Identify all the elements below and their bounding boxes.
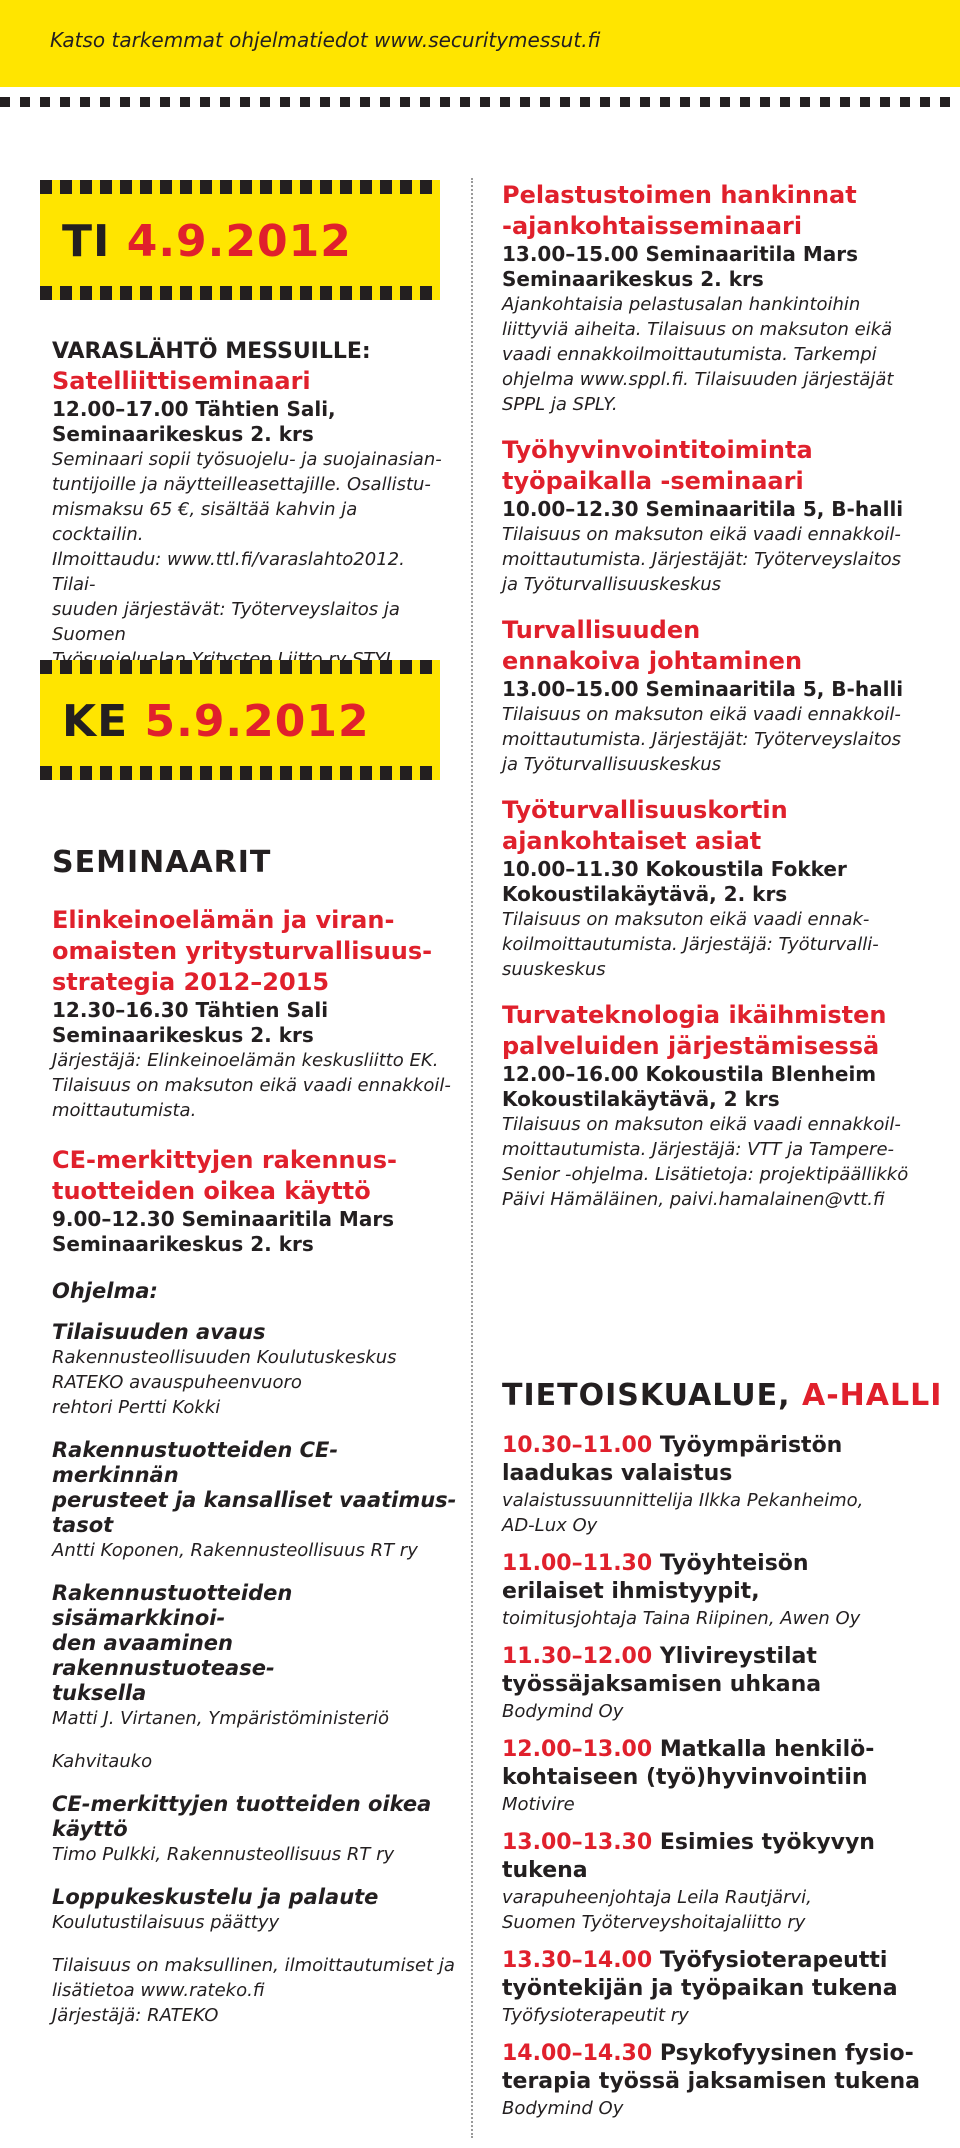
tieto-item-time: 13.00–13.30 bbox=[502, 1830, 653, 1855]
ohjelma-item-title: Rakennustuotteiden sisämarkkinoi- bbox=[52, 1581, 293, 1630]
tieto-item-sub: AD-Lux Oy bbox=[502, 1515, 598, 1536]
date-banner-ti bbox=[40, 180, 440, 300]
tieto-item-sub: valaistussuunnittelija Ilkka Pekanheimo, bbox=[502, 1490, 864, 1511]
event-time: 12.00–16.00 Kokoustila Blenheim bbox=[502, 1062, 877, 1086]
event-desc: moittautumista. Järjestäjät: Työterveyslaitos bbox=[502, 549, 902, 570]
tieto-item-title: erilaiset ihmistyypit, bbox=[502, 1579, 760, 1604]
ohjelma-item-sub: Koulutustilaisuus päättyy bbox=[52, 1912, 280, 1933]
seminaarit-heading: SEMINAARIT bbox=[52, 845, 272, 880]
tieto-item-sub: Bodymind Oy bbox=[502, 1701, 624, 1722]
ohjelma-item-title: Loppukeskustelu ja palaute bbox=[52, 1885, 379, 1909]
tieto-item-title: laadukas valaistus bbox=[502, 1461, 733, 1486]
tieto-item-title: työssäjaksamisen uhkana bbox=[502, 1672, 822, 1697]
ohjelma-item-sub: Kahvitauko bbox=[52, 1751, 153, 1772]
tieto-item-line1 bbox=[502, 1432, 922, 1460]
varaslahto-section bbox=[52, 338, 452, 672]
tieto-item bbox=[502, 1736, 922, 1817]
tieto-item-sub: Työfysioterapeutit ry bbox=[502, 2005, 689, 2026]
event-desc: ohjelma www.sppl.fi. Tilaisuuden järjestäjät bbox=[502, 369, 894, 390]
event-desc: Ajankohtaisia pelastusalan hankintoihin bbox=[502, 294, 861, 315]
event-block bbox=[502, 180, 922, 417]
ohjelma-item-title: Rakennustuotteiden CE-merkinnän bbox=[52, 1438, 339, 1487]
event-place: Kokoustilakäytävä, 2 krs bbox=[502, 1087, 780, 1111]
tieto-item bbox=[502, 1643, 922, 1724]
event-desc: ja Työturvallisuuskeskus bbox=[502, 754, 722, 775]
event-title: strategia 2012–2015 bbox=[52, 968, 330, 996]
tieto-item-time: 14.00–14.30 bbox=[502, 2041, 653, 2066]
top-banner-text: Katso tarkemmat ohjelmatiedot www.securitymessut.fi bbox=[50, 28, 601, 52]
event-desc: Tilaisuus on maksuton eikä vaadi ennakkoil- bbox=[502, 524, 901, 545]
event-time: 9.00–12.30 Seminaaritila Mars bbox=[52, 1207, 395, 1231]
date-label: 4.9.2012 bbox=[126, 216, 352, 267]
ohjelma-item-title: käyttö bbox=[52, 1817, 128, 1841]
column-divider bbox=[471, 178, 473, 2138]
event-desc: Järjestäjä: Elinkeinoelämän keskusliitto EK. bbox=[52, 1050, 439, 1071]
date-banner-ke bbox=[40, 660, 440, 780]
event-desc: liittyviä aiheita. Tilaisuus on maksuton eikä bbox=[502, 319, 893, 340]
ohjelma-item bbox=[52, 1438, 462, 1563]
ohjelma-item-title: tasot bbox=[52, 1513, 114, 1537]
event-title: Työhyvinvointitoiminta bbox=[502, 436, 813, 464]
ohjelma-item-title: den avaaminen rakennustuotease- bbox=[52, 1631, 275, 1680]
day-label: TI bbox=[62, 216, 111, 267]
tieto-item-time: 12.00–13.00 bbox=[502, 1737, 653, 1762]
tieto-item bbox=[502, 1550, 922, 1631]
varaslahto-kicker: VARASLÄHTÖ MESSUILLE: bbox=[52, 339, 371, 364]
ohjelma-label: Ohjelma: bbox=[52, 1279, 158, 1303]
varaslahto-time: 12.00–17.00 Tähtien Sali, bbox=[52, 397, 336, 421]
tieto-item-time: 11.00–11.30 bbox=[502, 1551, 653, 1576]
tieto-item-title: kohtaiseen (työ)hyvinvointiin bbox=[502, 1765, 868, 1790]
right-events bbox=[502, 180, 922, 1230]
tieto-item-line1 bbox=[502, 1829, 922, 1857]
tieto-item-line1 bbox=[502, 2040, 922, 2068]
event-desc: Tilaisuus on maksuton eikä vaadi ennakkoil- bbox=[52, 1075, 451, 1096]
event-title: Pelastustoimen hankinnat bbox=[502, 181, 857, 209]
event-desc: suuskeskus bbox=[502, 959, 606, 980]
ohjelma-item-sub: Antti Koponen, Rakennusteollisuus RT ry bbox=[52, 1540, 418, 1561]
event-time: 10.00–12.30 Seminaaritila 5, B-halli bbox=[502, 497, 904, 521]
tieto-item-sub: Motivire bbox=[502, 1794, 575, 1815]
tieto-item-line1 bbox=[502, 1643, 922, 1671]
tieto-item bbox=[502, 1829, 922, 1935]
event-desc: ja Työturvallisuuskeskus bbox=[502, 574, 722, 595]
event-desc: Tilaisuus on maksuton eikä vaadi ennakkoil- bbox=[502, 704, 901, 725]
event-title: ajankohtaiset asiat bbox=[502, 827, 762, 855]
ohjelma-item bbox=[52, 1581, 462, 1731]
event-time: 10.00–11.30 Kokoustila Fokker bbox=[502, 857, 847, 881]
day-label: KE bbox=[62, 696, 129, 747]
tieto-item bbox=[502, 1947, 922, 2028]
tieto-item-title: Matkalla henkilö- bbox=[659, 1737, 875, 1762]
left-events bbox=[52, 905, 462, 2028]
varaslahto-desc bbox=[52, 447, 452, 672]
tieto-item bbox=[502, 1432, 922, 1538]
tieto-item-title: Työyhteisön bbox=[659, 1551, 809, 1576]
tieto-item-sub: toimitusjohtaja Taina Riipinen, Awen Oy bbox=[502, 1608, 861, 1629]
event-desc: Tilaisuus on maksuton eikä vaadi ennak- bbox=[502, 909, 870, 930]
tieto-item-time: 11.30–12.00 bbox=[502, 1644, 653, 1669]
desc-line: Ilmoittaudu: www.ttl.fi/varaslahto2012. Tilai- bbox=[52, 549, 405, 595]
event-block bbox=[502, 435, 922, 597]
ohjelma-item-sub: rehtori Pertti Kokki bbox=[52, 1397, 221, 1418]
date-label: 5.9.2012 bbox=[144, 696, 370, 747]
ohjelma-item bbox=[52, 1320, 462, 1420]
event-title: Turvateknologia ikäihmisten bbox=[502, 1001, 887, 1029]
tieto-item-title: Ylivireystilat bbox=[659, 1644, 817, 1669]
event-time: 13.00–15.00 Seminaaritila 5, B-halli bbox=[502, 677, 904, 701]
tieto-item-sub: varapuheenjohtaja Leila Rautjärvi, bbox=[502, 1887, 812, 1908]
desc-line: tuntijoille ja näytteilleasettajille. Osallistu- bbox=[52, 474, 431, 495]
tieto-item-line1 bbox=[502, 1947, 922, 1975]
event-title: omaisten yritysturvallisuus- bbox=[52, 937, 433, 965]
desc-line: mismaksu 65 €, sisältää kahvin ja cocktailin. bbox=[52, 499, 358, 545]
tieto-item-title: työntekijän ja työpaikan tukena bbox=[502, 1976, 898, 2001]
event-desc: SPPL ja SPLY. bbox=[502, 394, 618, 415]
ohjelma-item-title: Tilaisuuden avaus bbox=[52, 1320, 266, 1344]
event-title: Työturvallisuuskortin bbox=[502, 796, 788, 824]
event-desc: koilmoittautumista. Järjestäjä: Työturvalli- bbox=[502, 934, 879, 955]
ohjelma-item-sub: Timo Pulkki, Rakennusteollisuus RT ry bbox=[52, 1844, 395, 1865]
event-title: Turvallisuuden bbox=[502, 616, 701, 644]
event-desc: moittautumista. Järjestäjä: VTT ja Tampere- bbox=[502, 1139, 895, 1160]
ohjelma-item bbox=[52, 1749, 462, 1774]
tieto-item-title: Työympäristön bbox=[659, 1433, 843, 1458]
ohjelma-section bbox=[52, 1279, 462, 2028]
tieto-item-sub: Bodymind Oy bbox=[502, 2098, 624, 2119]
event-title: tuotteiden oikea käyttö bbox=[52, 1177, 371, 1205]
event-desc: moittautumista. bbox=[52, 1100, 197, 1121]
ohjelma-footer bbox=[52, 1953, 462, 2028]
footer-line: Tilaisuus on maksullinen, ilmoittautumiset ja bbox=[52, 1955, 455, 1976]
tieto-item-time: 13.30–14.00 bbox=[502, 1948, 653, 1973]
event-block bbox=[52, 1145, 462, 1257]
event-place: Kokoustilakäytävä, 2. krs bbox=[502, 882, 788, 906]
event-desc: Senior -ohjelma. Lisätietoja: projektipäällikkö bbox=[502, 1164, 909, 1185]
event-block bbox=[502, 795, 922, 982]
event-title: työpaikalla -seminaari bbox=[502, 467, 804, 495]
tieto-item-sub: Suomen Työterveyshoitajaliitto ry bbox=[502, 1912, 806, 1933]
ohjelma-item-sub: Rakennusteollisuuden Koulutuskeskus bbox=[52, 1347, 397, 1368]
ohjelma-item-sub: Matti J. Virtanen, Ympäristöministeriö bbox=[52, 1708, 389, 1729]
event-time: 12.30–16.30 Tähtien Sali bbox=[52, 998, 329, 1022]
tieto-heading bbox=[502, 1378, 942, 1413]
ohjelma-item-sub: RATEKO avauspuheenvuoro bbox=[52, 1372, 302, 1393]
desc-line: Seminaari sopii työsuojelu- ja suojainasian- bbox=[52, 449, 442, 470]
tieto-item-line1 bbox=[502, 1736, 922, 1764]
tieto-item bbox=[502, 2040, 922, 2121]
event-place: Seminaarikeskus 2. krs bbox=[502, 267, 764, 291]
tieto-item-title: Psykofyysinen fysio- bbox=[659, 2041, 914, 2066]
tieto-item-title: Työfysioterapeutti bbox=[659, 1948, 888, 1973]
event-time: 13.00–15.00 Seminaaritila Mars bbox=[502, 242, 858, 266]
ohjelma-item-title: perusteet ja kansalliset vaatimus- bbox=[52, 1488, 457, 1512]
event-desc: vaadi ennakkoilmoittautumista. Tarkempi bbox=[502, 344, 877, 365]
desc-line: suuden järjestävät: Työterveyslaitos ja Suomen bbox=[52, 599, 400, 645]
event-desc: moittautumista. Järjestäjät: Työterveyslaitos bbox=[502, 729, 902, 750]
tieto-item-title: tukena bbox=[502, 1858, 588, 1883]
footer-line: Järjestäjä: RATEKO bbox=[52, 2005, 219, 2026]
tieto-heading-black: TIETOISKUALUE, bbox=[502, 1378, 791, 1413]
ohjelma-item bbox=[52, 1792, 462, 1867]
varaslahto-place: Seminaarikeskus 2. krs bbox=[52, 422, 314, 446]
tieto-heading-red: A-HALLI bbox=[801, 1378, 943, 1413]
varaslahto-title: Satelliittiseminaari bbox=[52, 367, 311, 395]
event-title: Elinkeinoelämän ja viran- bbox=[52, 906, 395, 934]
event-block bbox=[502, 1000, 922, 1212]
checker-strip bbox=[0, 87, 960, 107]
tieto-item-title: Esimies työkyvyn bbox=[659, 1830, 875, 1855]
event-place: Seminaarikeskus 2. krs bbox=[52, 1232, 314, 1256]
event-desc: Tilaisuus on maksuton eikä vaadi ennakkoil- bbox=[502, 1114, 901, 1135]
ohjelma-item-title: CE-merkittyjen tuotteiden oikea bbox=[52, 1792, 432, 1816]
ohjelma-item-title: tuksella bbox=[52, 1681, 147, 1705]
event-title: ennakoiva johtaminen bbox=[502, 647, 803, 675]
event-title: CE-merkittyjen rakennus- bbox=[52, 1146, 397, 1174]
tieto-list bbox=[502, 1432, 922, 2133]
top-banner bbox=[0, 0, 960, 87]
event-block bbox=[52, 905, 462, 1123]
footer-line: lisätietoa www.rateko.fi bbox=[52, 1980, 265, 2001]
tieto-item-time: 10.30–11.00 bbox=[502, 1433, 653, 1458]
event-place: Seminaarikeskus 2. krs bbox=[52, 1023, 314, 1047]
event-title: palveluiden järjestämisessä bbox=[502, 1032, 880, 1060]
tieto-item-line1 bbox=[502, 1550, 922, 1578]
tieto-item-title: terapia työssä jaksamisen tukena bbox=[502, 2069, 920, 2094]
event-desc: Päivi Hämäläinen, paivi.hamalainen@vtt.fi bbox=[502, 1189, 885, 1210]
event-title: -ajankohtaisseminaari bbox=[502, 212, 803, 240]
event-block bbox=[502, 615, 922, 777]
ohjelma-item bbox=[52, 1885, 462, 1935]
